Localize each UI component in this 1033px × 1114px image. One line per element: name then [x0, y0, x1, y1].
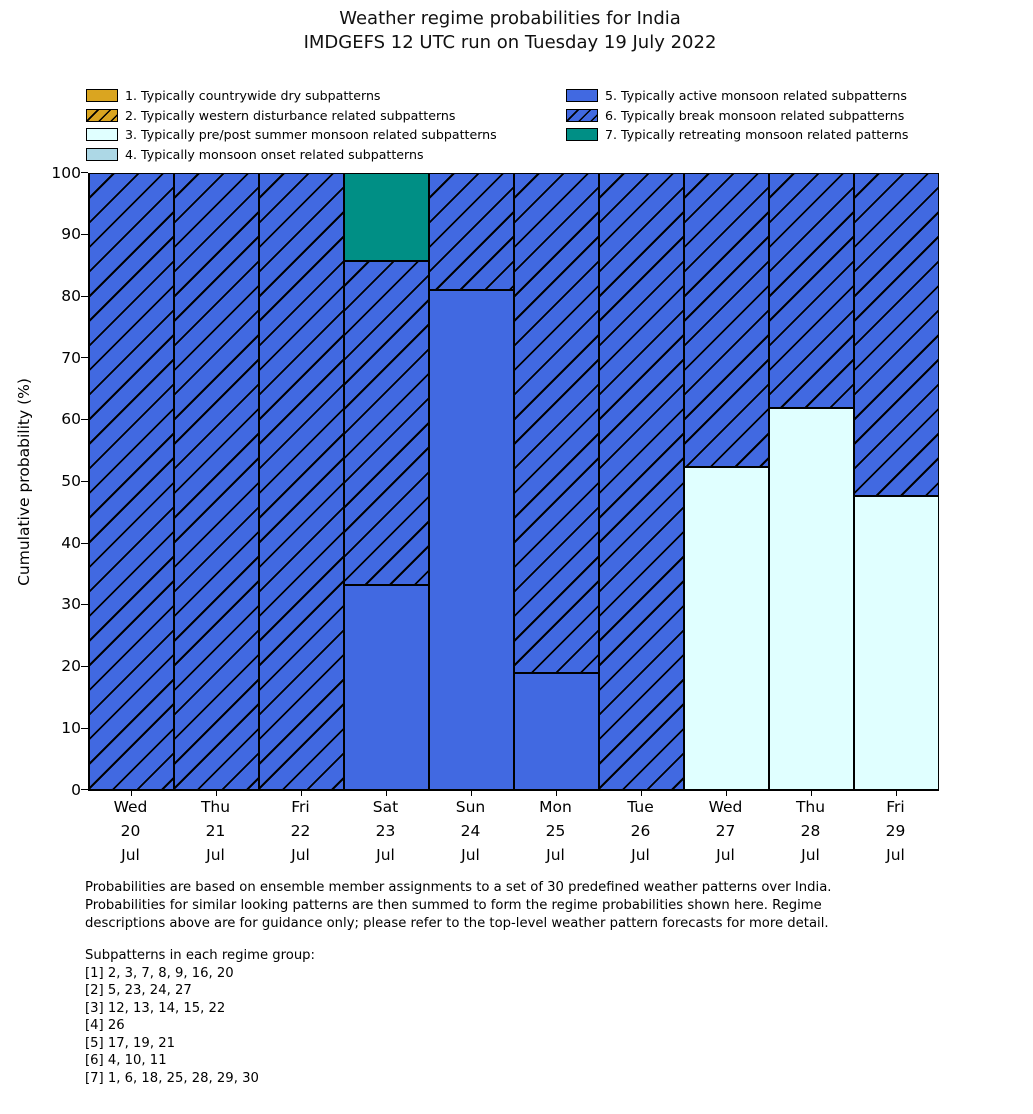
- subpatterns-list: [85, 947, 315, 1087]
- legend-swatch-break-monsoon: [566, 109, 598, 122]
- y-tick: [81, 357, 88, 358]
- chart-title: [0, 7, 1020, 55]
- footnote-line: descriptions above are for guidance only; please refer to the top-level weather pattern forecasts for more detail.: [85, 916, 829, 932]
- legend-swatch-countrywide-dry: [86, 89, 118, 102]
- x-tick-label-date: 25: [545, 822, 566, 840]
- legend-label-active-monsoon: 5. Typically active monsoon related subpatterns: [605, 88, 907, 104]
- x-tick-label-day: Sat: [372, 798, 399, 816]
- x-tick-label-month: Jul: [801, 846, 820, 864]
- segment-break-monsoon: [429, 173, 514, 290]
- legend-item-break-monsoon: [566, 106, 908, 126]
- subpatterns-line: [7] 1, 6, 18, 25, 28, 29, 30: [85, 1070, 259, 1086]
- footnote-line: Probabilities for similar looking patterns are then summed to form the regime probabilities shown here. Regime: [85, 898, 822, 914]
- legend-item-active-monsoon: [566, 86, 908, 106]
- segment-break-monsoon: [174, 173, 259, 790]
- y-tick-label: 60: [61, 410, 81, 429]
- legend-column-left: [86, 86, 497, 164]
- x-tick-label-day: Tue: [627, 798, 654, 816]
- y-tick-label: 100: [51, 163, 81, 182]
- x-tick-label-month: Jul: [461, 846, 480, 864]
- y-tick-label: 20: [61, 657, 81, 676]
- legend-item-retreating-monsoon: [566, 125, 908, 145]
- x-tick-label-month: Jul: [546, 846, 565, 864]
- y-tick-label: 40: [61, 533, 81, 552]
- y-tick-label: 10: [61, 718, 81, 737]
- x-tick-label-date: 23: [375, 822, 396, 840]
- legend-item-countrywide-dry: [86, 86, 497, 106]
- legend-swatch-western-disturbance: [86, 109, 118, 122]
- x-tick-label-date: 26: [630, 822, 651, 840]
- bar-thu-21: [174, 173, 259, 790]
- x-tick-label-date: 28: [800, 822, 821, 840]
- x-tick-label-date: 29: [885, 822, 906, 840]
- x-tick-label-day: Wed: [113, 798, 148, 816]
- y-axis-label: Cumulative probability (%): [15, 378, 33, 586]
- segment-break-monsoon: [854, 173, 939, 496]
- x-tick-label: [173, 795, 258, 867]
- x-tick-label: [683, 795, 768, 867]
- y-tick: [81, 172, 88, 173]
- legend-item-monsoon-onset: [86, 145, 497, 165]
- x-tick-label-month: Jul: [716, 846, 735, 864]
- y-tick: [81, 481, 88, 482]
- y-tick-label: 30: [61, 595, 81, 614]
- bar-mon-25: [514, 173, 599, 790]
- x-tick-label-month: Jul: [206, 846, 225, 864]
- segment-retreating-monsoon: [344, 173, 429, 261]
- bar-fri-22: [259, 173, 344, 790]
- bar-wed-27: [684, 173, 769, 790]
- y-tick: [81, 419, 88, 420]
- segment-prepost-summer-monsoon: [854, 496, 939, 790]
- legend-label-western-disturbance: 2. Typically western disturbance related subpatterns: [125, 107, 456, 123]
- y-tick: [81, 604, 88, 605]
- legend-swatch-prepost-summer-monsoon: [86, 128, 118, 141]
- x-tick-label-day: Thu: [200, 798, 231, 816]
- x-tick-label-day: Fri: [886, 798, 905, 816]
- y-tick: [81, 543, 88, 544]
- segment-prepost-summer-monsoon: [769, 408, 854, 790]
- x-tick-label-day: Wed: [708, 798, 743, 816]
- segment-active-monsoon: [429, 290, 514, 790]
- segment-break-monsoon: [599, 173, 684, 790]
- x-tick-label: [598, 795, 683, 867]
- x-tick-label: [513, 795, 598, 867]
- y-tick: [81, 234, 88, 235]
- subpatterns-line: [5] 17, 19, 21: [85, 1035, 175, 1051]
- chart-title-line2: IMDGEFS 12 UTC run on Tuesday 19 July 2022: [303, 32, 717, 53]
- x-tick-label-month: Jul: [376, 846, 395, 864]
- segment-break-monsoon: [89, 173, 174, 790]
- segment-break-monsoon: [769, 173, 854, 408]
- legend-swatch-retreating-monsoon: [566, 128, 598, 141]
- x-tick-label: [853, 795, 938, 867]
- x-tick-label: [428, 795, 513, 867]
- segment-active-monsoon: [514, 673, 599, 790]
- subpatterns-line: [6] 4, 10, 11: [85, 1053, 167, 1068]
- subpatterns-line: [1] 2, 3, 7, 8, 9, 16, 20: [85, 965, 234, 981]
- subpatterns-line: [4] 26: [85, 1018, 125, 1033]
- x-tick-label-day: Sun: [455, 798, 486, 816]
- bar-thu-28: [769, 173, 854, 790]
- x-tick-label-month: Jul: [291, 846, 310, 864]
- x-axis-labels: [88, 795, 938, 873]
- y-tick-label: 50: [61, 472, 81, 490]
- legend-label-break-monsoon: 6. Typically break monsoon related subpatterns: [605, 107, 905, 123]
- bar-sat-23: [344, 173, 429, 790]
- x-tick-label-month: Jul: [631, 846, 650, 864]
- legend-label-prepost-summer-monsoon: 3. Typically pre/post summer monsoon related subpatterns: [125, 127, 497, 143]
- segment-break-monsoon: [259, 173, 344, 790]
- y-tick: [81, 728, 88, 729]
- legend-item-western-disturbance: [86, 106, 497, 126]
- subpatterns-line: [3] 12, 13, 14, 15, 22: [85, 1000, 226, 1016]
- y-tick-label: 90: [61, 225, 81, 244]
- x-tick-label-day: Thu: [795, 798, 826, 816]
- legend-label-countrywide-dry: 1. Typically countrywide dry subpatterns: [125, 88, 381, 104]
- x-tick-label-date: 22: [290, 822, 311, 840]
- x-tick-label-day: Fri: [291, 798, 310, 816]
- legend-swatch-monsoon-onset: [86, 148, 118, 161]
- chart-title-line1: Weather regime probabilities for India: [339, 8, 681, 29]
- y-tick: [81, 296, 88, 297]
- x-tick-label-date: 27: [715, 822, 736, 840]
- segment-active-monsoon: [344, 585, 429, 790]
- legend-label-monsoon-onset: 4. Typically monsoon onset related subpatterns: [125, 147, 424, 163]
- x-tick-label: [343, 795, 428, 867]
- legend-item-prepost-summer-monsoon: [86, 125, 497, 145]
- footnote-text: [85, 879, 831, 934]
- y-tick: [81, 666, 88, 667]
- segment-break-monsoon: [684, 173, 769, 467]
- segment-prepost-summer-monsoon: [684, 467, 769, 790]
- legend-swatch-active-monsoon: [566, 89, 598, 102]
- subpatterns-line: [2] 5, 23, 24, 27: [85, 983, 192, 998]
- x-tick-label-month: Jul: [121, 846, 140, 864]
- x-tick-label: [768, 795, 853, 867]
- x-tick-label: [258, 795, 343, 867]
- x-tick-label-day: Mon: [539, 798, 572, 816]
- y-tick-label: 80: [61, 286, 81, 305]
- footnote-line: Probabilities are based on ensemble member assignments to a set of 30 predefined weather patterns over India.: [85, 880, 832, 895]
- x-tick-label-date: 20: [120, 822, 141, 840]
- legend-column-right: [566, 86, 908, 145]
- y-tick-label: 0: [71, 780, 81, 799]
- segment-break-monsoon: [514, 173, 599, 673]
- bar-tue-26: [599, 173, 684, 790]
- y-tick-label: 70: [61, 348, 81, 367]
- x-tick-label: [88, 795, 173, 867]
- x-tick-label-month: Jul: [886, 846, 905, 864]
- bar-sun-24: [429, 173, 514, 790]
- subpatterns-header: Subpatterns in each regime group:: [85, 948, 316, 963]
- y-tick: [81, 789, 88, 790]
- x-tick-label-date: 24: [460, 822, 481, 840]
- legend-label-retreating-monsoon: 7. Typically retreating monsoon related patterns: [605, 127, 909, 143]
- plot-area: [51, 163, 939, 799]
- x-tick-label-date: 21: [205, 822, 226, 840]
- segment-break-monsoon: [344, 261, 429, 584]
- bar-fri-29: [854, 173, 939, 790]
- bar-wed-20: [89, 173, 174, 790]
